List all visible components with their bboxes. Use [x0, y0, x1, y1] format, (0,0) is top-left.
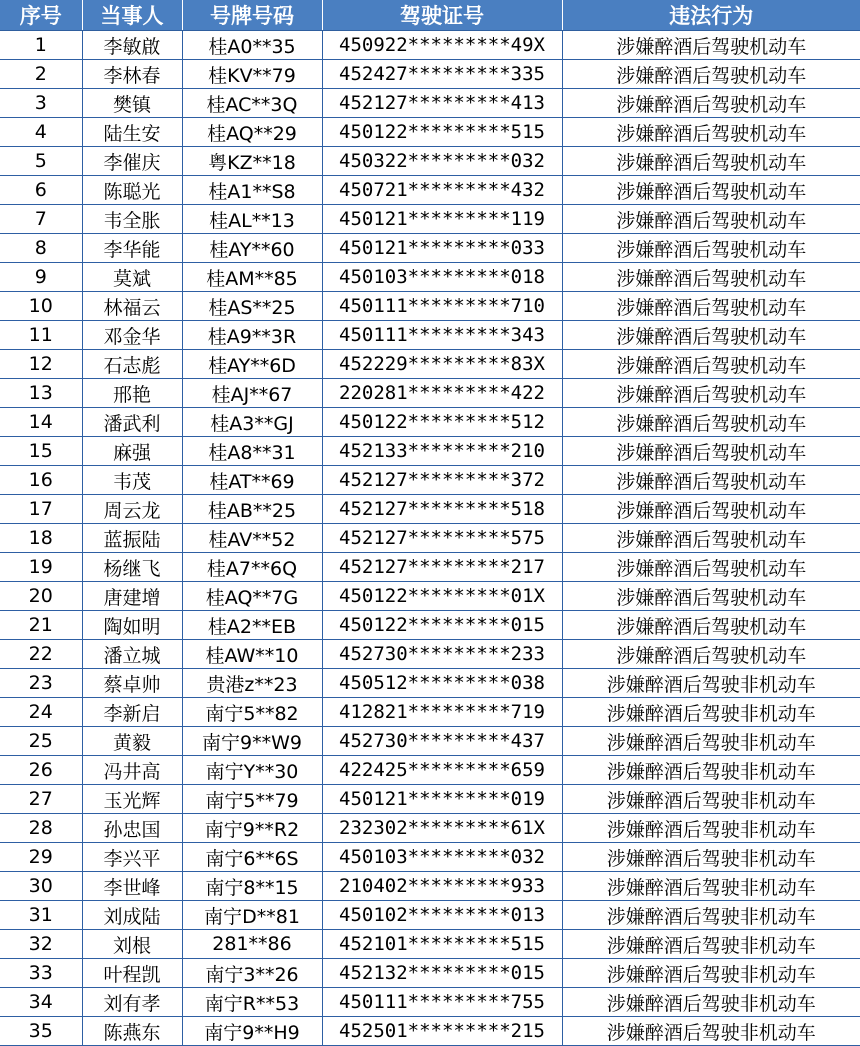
license-number: 450122*********01X	[322, 582, 562, 611]
table-body	[0, 31, 860, 1046]
party-name: 李世峰	[82, 872, 182, 901]
violation: 涉嫌醉酒后驾驶机动车	[562, 118, 860, 147]
violation: 涉嫌醉酒后驾驶非机动车	[562, 843, 860, 872]
plate-number: 桂AY**6D	[182, 350, 322, 379]
plate-number: 桂AL**13	[182, 205, 322, 234]
table-row	[0, 118, 860, 147]
table-row	[0, 901, 860, 930]
party-name: 邢艳	[82, 379, 182, 408]
license-number: 412821*********719	[322, 698, 562, 727]
violation: 涉嫌醉酒后驾驶机动车	[562, 466, 860, 495]
table-header	[0, 0, 860, 31]
table-row	[0, 31, 860, 60]
row-index: 14	[0, 408, 82, 437]
violation: 涉嫌醉酒后驾驶机动车	[562, 31, 860, 60]
header-violation: 违法行为	[562, 0, 860, 31]
license-number: 452730*********437	[322, 727, 562, 756]
row-index: 13	[0, 379, 82, 408]
row-index: 12	[0, 350, 82, 379]
license-number: 452229*********83X	[322, 350, 562, 379]
violation: 涉嫌醉酒后驾驶非机动车	[562, 959, 860, 988]
table-row	[0, 466, 860, 495]
row-index: 10	[0, 292, 82, 321]
party-name: 陈聪光	[82, 176, 182, 205]
row-index: 2	[0, 60, 82, 89]
party-name: 陆生安	[82, 118, 182, 147]
plate-number: 281**86	[182, 930, 322, 959]
license-number: 450111*********710	[322, 292, 562, 321]
violation: 涉嫌醉酒后驾驶机动车	[562, 611, 860, 640]
party-name: 麻强	[82, 437, 182, 466]
row-index: 19	[0, 553, 82, 582]
table-row	[0, 408, 860, 437]
license-number: 452730*********233	[322, 640, 562, 669]
party-name: 冯井高	[82, 756, 182, 785]
party-name: 孙忠国	[82, 814, 182, 843]
table-row	[0, 582, 860, 611]
row-index: 24	[0, 698, 82, 727]
party-name: 李林春	[82, 60, 182, 89]
header-row	[0, 0, 860, 31]
plate-number: 桂AW**10	[182, 640, 322, 669]
party-name: 潘武利	[82, 408, 182, 437]
violation: 涉嫌醉酒后驾驶非机动车	[562, 785, 860, 814]
plate-number: 桂AQ**29	[182, 118, 322, 147]
table-row	[0, 640, 860, 669]
row-index: 6	[0, 176, 82, 205]
row-index: 31	[0, 901, 82, 930]
violation: 涉嫌醉酒后驾驶机动车	[562, 234, 860, 263]
table-row	[0, 843, 860, 872]
plate-number: 桂AY**60	[182, 234, 322, 263]
party-name: 玉光辉	[82, 785, 182, 814]
plate-number: 桂AS**25	[182, 292, 322, 321]
license-number: 452501*********215	[322, 1017, 562, 1046]
license-number: 452127*********575	[322, 524, 562, 553]
table-row	[0, 350, 860, 379]
row-index: 25	[0, 727, 82, 756]
party-name: 唐建增	[82, 582, 182, 611]
license-number: 452127*********372	[322, 466, 562, 495]
row-index: 26	[0, 756, 82, 785]
license-number: 450721*********432	[322, 176, 562, 205]
license-number: 452132*********015	[322, 959, 562, 988]
table-row	[0, 669, 860, 698]
plate-number: 桂AV**52	[182, 524, 322, 553]
party-name: 李新启	[82, 698, 182, 727]
party-name: 陈燕东	[82, 1017, 182, 1046]
party-name: 邓金华	[82, 321, 182, 350]
plate-number: 桂KV**79	[182, 60, 322, 89]
violation: 涉嫌醉酒后驾驶非机动车	[562, 698, 860, 727]
license-number: 452101*********515	[322, 930, 562, 959]
row-index: 30	[0, 872, 82, 901]
row-index: 35	[0, 1017, 82, 1046]
license-number: 452133*********210	[322, 437, 562, 466]
violation: 涉嫌醉酒后驾驶机动车	[562, 582, 860, 611]
table-row	[0, 321, 860, 350]
table-row	[0, 553, 860, 582]
row-index: 5	[0, 147, 82, 176]
violation: 涉嫌醉酒后驾驶机动车	[562, 89, 860, 118]
row-index: 1	[0, 31, 82, 60]
party-name: 刘成陆	[82, 901, 182, 930]
table-row	[0, 611, 860, 640]
license-number: 452127*********413	[322, 89, 562, 118]
plate-number: 南宁8**15	[182, 872, 322, 901]
violation: 涉嫌醉酒后驾驶非机动车	[562, 756, 860, 785]
plate-number: 桂A9**3R	[182, 321, 322, 350]
violation: 涉嫌醉酒后驾驶机动车	[562, 437, 860, 466]
party-name: 韦茂	[82, 466, 182, 495]
header-party: 当事人	[82, 0, 182, 31]
party-name: 杨继飞	[82, 553, 182, 582]
plate-number: 桂AQ**7G	[182, 582, 322, 611]
plate-number: 桂A7**6Q	[182, 553, 322, 582]
row-index: 32	[0, 930, 82, 959]
row-index: 18	[0, 524, 82, 553]
table-row	[0, 756, 860, 785]
party-name: 林福云	[82, 292, 182, 321]
party-name: 潘立城	[82, 640, 182, 669]
table-row	[0, 495, 860, 524]
violation: 涉嫌醉酒后驾驶机动车	[562, 321, 860, 350]
table-row	[0, 89, 860, 118]
row-index: 23	[0, 669, 82, 698]
violation: 涉嫌醉酒后驾驶非机动车	[562, 814, 860, 843]
row-index: 7	[0, 205, 82, 234]
violation: 涉嫌醉酒后驾驶机动车	[562, 147, 860, 176]
plate-number: 桂A0**35	[182, 31, 322, 60]
plate-number: 南宁5**82	[182, 698, 322, 727]
header-license: 驾驶证号	[322, 0, 562, 31]
violation: 涉嫌醉酒后驾驶非机动车	[562, 988, 860, 1017]
table-row	[0, 698, 860, 727]
table-row	[0, 205, 860, 234]
license-number: 450122*********512	[322, 408, 562, 437]
row-index: 29	[0, 843, 82, 872]
license-number: 220281*********422	[322, 379, 562, 408]
violation: 涉嫌醉酒后驾驶非机动车	[562, 669, 860, 698]
license-number: 450111*********343	[322, 321, 562, 350]
violation: 涉嫌醉酒后驾驶非机动车	[562, 727, 860, 756]
plate-number: 南宁9**R2	[182, 814, 322, 843]
license-number: 210402*********933	[322, 872, 562, 901]
violation: 涉嫌醉酒后驾驶机动车	[562, 524, 860, 553]
header-plate: 号牌号码	[182, 0, 322, 31]
row-index: 8	[0, 234, 82, 263]
plate-number: 南宁D**81	[182, 901, 322, 930]
table-row	[0, 176, 860, 205]
license-number: 450121*********119	[322, 205, 562, 234]
license-number: 450121*********033	[322, 234, 562, 263]
row-index: 21	[0, 611, 82, 640]
violation: 涉嫌醉酒后驾驶机动车	[562, 553, 860, 582]
party-name: 陶如明	[82, 611, 182, 640]
row-index: 9	[0, 263, 82, 292]
plate-number: 南宁9**W9	[182, 727, 322, 756]
violation: 涉嫌醉酒后驾驶非机动车	[562, 1017, 860, 1046]
plate-number: 桂A8**31	[182, 437, 322, 466]
license-number: 450102*********013	[322, 901, 562, 930]
table-row	[0, 959, 860, 988]
party-name: 李兴平	[82, 843, 182, 872]
license-number: 450322*********032	[322, 147, 562, 176]
plate-number: 桂AJ**67	[182, 379, 322, 408]
row-index: 27	[0, 785, 82, 814]
plate-number: 桂A2**EB	[182, 611, 322, 640]
table-row	[0, 872, 860, 901]
plate-number: 贵港z**23	[182, 669, 322, 698]
row-index: 33	[0, 959, 82, 988]
license-number: 450512*********038	[322, 669, 562, 698]
plate-number: 南宁5**79	[182, 785, 322, 814]
violation: 涉嫌醉酒后驾驶机动车	[562, 205, 860, 234]
table-row	[0, 60, 860, 89]
row-index: 16	[0, 466, 82, 495]
table-row	[0, 292, 860, 321]
row-index: 3	[0, 89, 82, 118]
violation: 涉嫌醉酒后驾驶非机动车	[562, 872, 860, 901]
table-row	[0, 1017, 860, 1046]
table-row	[0, 234, 860, 263]
plate-number: 桂A3**GJ	[182, 408, 322, 437]
table-row	[0, 147, 860, 176]
plate-number: 粤KZ**18	[182, 147, 322, 176]
row-index: 17	[0, 495, 82, 524]
violation: 涉嫌醉酒后驾驶机动车	[562, 176, 860, 205]
violation: 涉嫌醉酒后驾驶机动车	[562, 350, 860, 379]
license-number: 450122*********015	[322, 611, 562, 640]
license-number: 450103*********032	[322, 843, 562, 872]
party-name: 李催庆	[82, 147, 182, 176]
table-row	[0, 437, 860, 466]
party-name: 蔡卓帅	[82, 669, 182, 698]
row-index: 28	[0, 814, 82, 843]
license-number: 452127*********217	[322, 553, 562, 582]
party-name: 李敏啟	[82, 31, 182, 60]
party-name: 叶程凯	[82, 959, 182, 988]
party-name: 韦全胀	[82, 205, 182, 234]
table-row	[0, 524, 860, 553]
plate-number: 桂AB**25	[182, 495, 322, 524]
party-name: 莫斌	[82, 263, 182, 292]
violation: 涉嫌醉酒后驾驶非机动车	[562, 901, 860, 930]
party-name: 李华能	[82, 234, 182, 263]
table-row	[0, 379, 860, 408]
plate-number: 南宁6**6S	[182, 843, 322, 872]
license-number: 450103*********018	[322, 263, 562, 292]
plate-number: 桂A1**S8	[182, 176, 322, 205]
row-index: 20	[0, 582, 82, 611]
plate-number: 南宁Y**30	[182, 756, 322, 785]
party-name: 刘有孝	[82, 988, 182, 1017]
row-index: 11	[0, 321, 82, 350]
table-row	[0, 263, 860, 292]
plate-number: 桂AC**3Q	[182, 89, 322, 118]
license-number: 452127*********518	[322, 495, 562, 524]
plate-number: 南宁R**53	[182, 988, 322, 1017]
violation: 涉嫌醉酒后驾驶机动车	[562, 292, 860, 321]
license-number: 452427*********335	[322, 60, 562, 89]
row-index: 15	[0, 437, 82, 466]
license-number: 450121*********019	[322, 785, 562, 814]
party-name: 黄毅	[82, 727, 182, 756]
party-name: 石志彪	[82, 350, 182, 379]
license-number: 422425*********659	[322, 756, 562, 785]
plate-number: 桂AM**85	[182, 263, 322, 292]
row-index: 22	[0, 640, 82, 669]
party-name: 蓝振陆	[82, 524, 182, 553]
table-row	[0, 727, 860, 756]
header-index: 序号	[0, 0, 82, 31]
table-row	[0, 930, 860, 959]
party-name: 刘根	[82, 930, 182, 959]
violation: 涉嫌醉酒后驾驶机动车	[562, 640, 860, 669]
table-row	[0, 814, 860, 843]
party-name: 周云龙	[82, 495, 182, 524]
plate-number: 南宁9**H9	[182, 1017, 322, 1046]
license-number: 232302*********61X	[322, 814, 562, 843]
table-row	[0, 785, 860, 814]
violation: 涉嫌醉酒后驾驶机动车	[562, 263, 860, 292]
violation: 涉嫌醉酒后驾驶非机动车	[562, 930, 860, 959]
party-name: 樊镇	[82, 89, 182, 118]
table-row	[0, 988, 860, 1017]
plate-number: 桂AT**69	[182, 466, 322, 495]
violation: 涉嫌醉酒后驾驶机动车	[562, 60, 860, 89]
plate-number: 南宁3**26	[182, 959, 322, 988]
violation: 涉嫌醉酒后驾驶机动车	[562, 379, 860, 408]
license-number: 450122*********515	[322, 118, 562, 147]
violation: 涉嫌醉酒后驾驶机动车	[562, 408, 860, 437]
license-number: 450111*********755	[322, 988, 562, 1017]
violation: 涉嫌醉酒后驾驶机动车	[562, 495, 860, 524]
license-number: 450922*********49X	[322, 31, 562, 60]
row-index: 4	[0, 118, 82, 147]
row-index: 34	[0, 988, 82, 1017]
